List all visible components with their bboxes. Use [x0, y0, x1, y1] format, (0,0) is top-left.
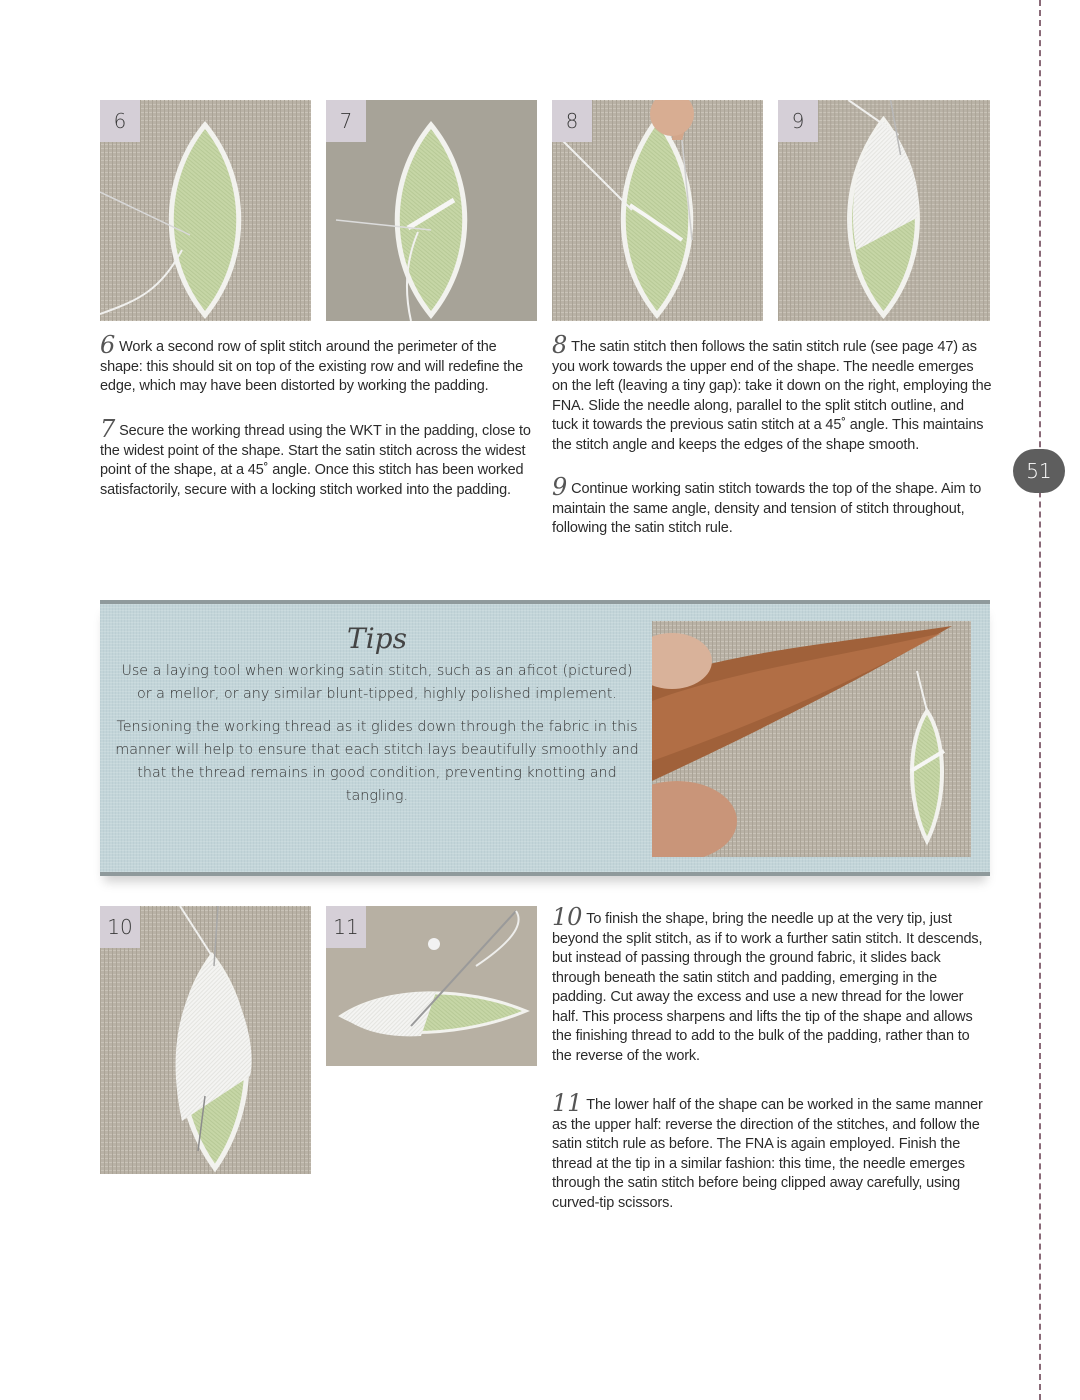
- page-number-badge: 51: [1013, 449, 1065, 493]
- step-number-badge: 6: [100, 100, 140, 142]
- step-number-badge: 10: [100, 906, 140, 948]
- step-6-text: [100, 331, 536, 397]
- step-9-photo: [778, 100, 990, 321]
- step-number-badge: 9: [778, 100, 818, 142]
- step-number: 7: [100, 415, 116, 443]
- step-number: 10: [552, 903, 583, 931]
- step-9-text: [552, 473, 992, 539]
- step-10-text: [552, 903, 992, 1066]
- step-body: The lower half of the shape can be worked in the same manner as the upper half: reverse the direction of the stitches, and follow the satin stitch rule as before. The FNA is again employed. Finish the thread at the tip in a similar fashion: this time, the needle emerges through the satin stitch before being clipped away carefully, using curved-tip scissors.: [552, 1097, 983, 1211]
- step-body: The satin stitch then follows the satin stitch rule (see page 47) as you work towards the upper end of the shape. The needle emerges on the left (leaving a tiny gap): take it down on the right, employing the FNA. Slide the needle along, parallel to the split stitch outline, and tuck it towards the previous satin stitch at a 45˚ angle. This maintains the stitch angle and keeps the edges of the shape smooth.: [552, 339, 992, 453]
- step-8-text: [552, 331, 992, 455]
- step-number: 8: [552, 331, 568, 359]
- step-11-photo: [326, 906, 537, 1066]
- step-body: Work a second row of split stitch around the perimeter of the shape: this should sit on top of the existing row and will redefine the edge, which may have been distorted by working the padding.: [100, 339, 523, 394]
- step-body: Secure the working thread using the WKT in the padding, close to the widest point of the shape. Start the satin stitch across the widest point of the shape, at a 45˚ angle. Once this stitch has been worked satisfactorily, secure with a locking stitch worked into the padding.: [100, 423, 531, 498]
- step-number-badge: 11: [326, 906, 366, 948]
- margin-dashed-line: [1039, 0, 1041, 1400]
- tips-paragraph-1: Use a laying tool when working satin stitch, such as an aficot (pictured) or a mellor, or any similar blunt-tipped, highly polished implement.: [121, 663, 633, 702]
- step-6-photo: [100, 100, 311, 321]
- tips-title: Tips: [347, 622, 407, 655]
- aficot-tool-photo: [652, 621, 971, 857]
- tips-box: [100, 600, 990, 876]
- step-body: To finish the shape, bring the needle up at the very tip, just beyond the split stitch, as if to work a further satin stitch. It descends, but instead of passing through the ground fabric, it slides back through beneath the satin stitch and padding, emerging in the padding. Cut away the excess and use a new thread for the lower half. This process sharpens and lifts the tip of the shape and allows the finishing thread to add to the bulk of the padding, rather than to the reverse of the work.: [552, 911, 983, 1064]
- step-number-badge: 7: [326, 100, 366, 142]
- step-7-text: [100, 415, 536, 500]
- tips-paragraph-2: Tensioning the working thread as it glides down through the fabric in this manner will help to ensure that each stitch lays beautifully smoothly and that the thread remains in good condition, preventing knotting and tangling.: [115, 719, 639, 804]
- step-number: 9: [552, 473, 568, 501]
- step-7-photo: [326, 100, 537, 321]
- step-number-badge: 8: [552, 100, 592, 142]
- step-body: Continue working satin stitch towards the top of the shape. Aim to maintain the same angle, density and tension of stitch throughout, following the satin stitch rule.: [552, 481, 982, 536]
- step-10-photo: [100, 906, 311, 1174]
- step-number: 6: [100, 331, 116, 359]
- step-11-text: [552, 1089, 992, 1213]
- step-8-photo: [552, 100, 763, 321]
- step-number: 11: [552, 1089, 583, 1117]
